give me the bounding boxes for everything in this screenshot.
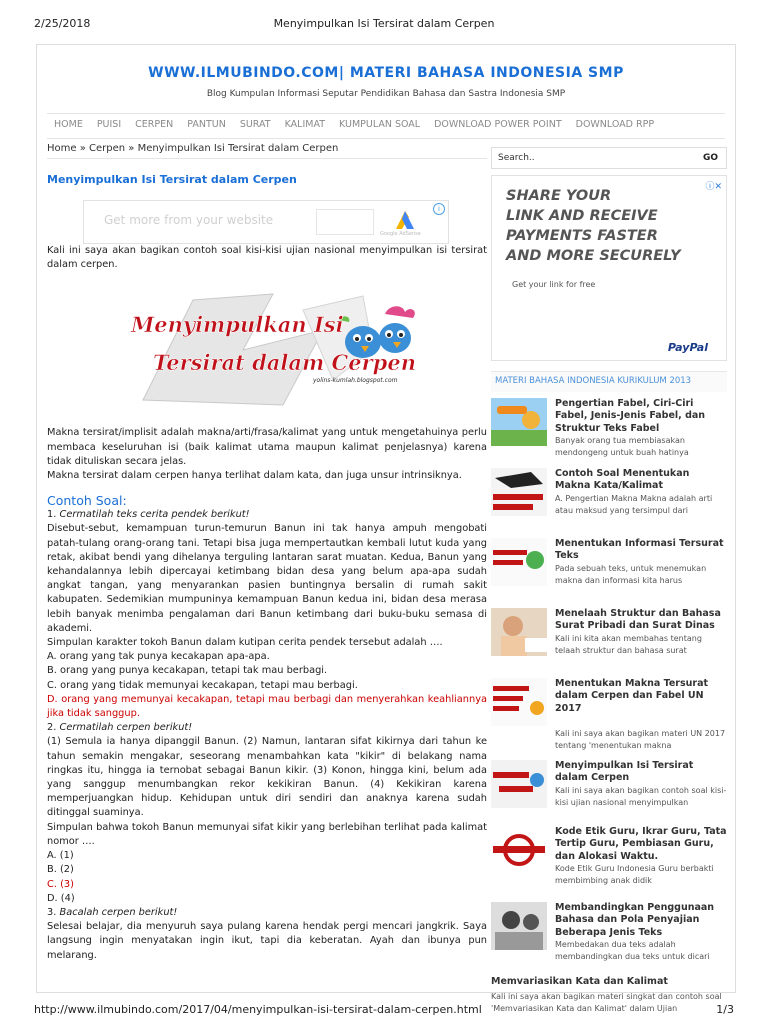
section-heading: Contoh Soal: xyxy=(47,493,127,509)
question-1-option-c: C. orang yang tidak memunyai kecakapan, tetapi mau berbagi. xyxy=(47,679,358,691)
paypal-line-3: PAYMENTS FASTER xyxy=(506,228,658,244)
search-input[interactable]: Search.. xyxy=(498,153,535,163)
post-excerpt: Membedakan dua teks adalah membandingkan dua teks untuk dicari xyxy=(555,940,710,961)
search-go-button[interactable]: GO xyxy=(702,153,718,163)
banner-graphic xyxy=(123,290,443,410)
question-2-number: 2. xyxy=(47,722,57,734)
question-1-question: Simpulan karakter tokoh Banun dalam kutipan cerita pendek tersebut adalah …. xyxy=(47,637,443,649)
sidebar-post-item[interactable] xyxy=(491,538,727,602)
main-content xyxy=(47,143,487,963)
sidebar-post-item[interactable] xyxy=(491,398,727,462)
post-excerpt: Kali ini saya akan bagikan materi singkat dan contoh soal 'Memvariasikan Kata dan Kalimat' dalam Ujian xyxy=(491,992,722,1013)
nav-item-download-power-point[interactable]: DOWNLOAD POWER POINT xyxy=(434,119,562,130)
question-2-option-d: D. (4) xyxy=(47,892,75,904)
print-footer xyxy=(0,996,768,1024)
explanation-paragraph-1: Makna tersirat/implisit adalah makna/arti/frasa/kalimat yang untuk mengetahuinya perlu membaca keseluruhan isi (baik kalimat utama maupun kalimat penjelasnya) karena tidak dituliskan secara jelas. xyxy=(47,427,487,467)
ad-sub-text: Google AdSense xyxy=(380,231,421,237)
paypal-logo: PayPal xyxy=(667,341,708,354)
post-title-link[interactable]: Pengertian Fabel, Ciri-Ciri Fabel, Jenis-Jenis Fabel, dan Struktur Teks Fabel xyxy=(555,398,706,434)
post-excerpt: Pada sebuah teks, untuk menemukan makna dan informasi kita harus xyxy=(555,564,707,585)
question-2-instruction xyxy=(47,721,487,735)
post-thumbnail-makna xyxy=(491,468,547,516)
post-excerpt: A. Pengertian Makna Makna adalah arti atau maksud yang tersimpul dari xyxy=(555,494,713,515)
banner-line-1: Menyimpulkan Isi xyxy=(131,312,344,338)
post-title-link[interactable]: Membandingkan Penggunaan Bahasa dan Pola Penyajian Beberapa Jenis Teks xyxy=(555,902,715,938)
nav-item-home[interactable]: HOME xyxy=(54,119,83,130)
question-3-instruction-text: Bacalah cerpen berikut! xyxy=(59,906,178,918)
post-excerpt: Kali ini saya akan bagikan contoh soal kisi-kisi ujian nasional menyimpulkan xyxy=(555,786,727,807)
post-thumbnail-informasi xyxy=(491,538,547,586)
nav-item-surat[interactable]: SURAT xyxy=(239,119,271,130)
print-header xyxy=(0,0,768,40)
print-date: 2/25/2018 xyxy=(34,17,91,30)
question-2-option-a: A. (1) xyxy=(47,850,74,862)
nav-item-cerpen[interactable]: CERPEN xyxy=(135,119,174,130)
sidebar-post-item[interactable] xyxy=(491,760,727,820)
intro-paragraph: Kali ini saya akan bagikan contoh soal kisi-kisi ujian nasional menyimpulkan isi tersirat dalam cerpen. xyxy=(47,245,487,271)
post-banner-image xyxy=(123,290,443,410)
post-excerpt: Kali ini kita akan membahas tentang telaah struktur dan bahasa surat xyxy=(555,634,702,655)
print-title: Menyimpulkan Isi Tersirat dalam Cerpen xyxy=(273,17,495,30)
banner-line-2: Tersirat dalam Cerpen xyxy=(153,350,416,376)
sidebar-post-item[interactable] xyxy=(491,826,727,896)
question-2-passage: (1) Semula ia hanya dipanggil Banun. (2) Namun, lantaran sifat kikirnya dari tahun ke tahun semakin mengakar, seseorang menambahkan kata "kikir" di belakang nama ringkas itu, hingga ia ternobat sebagai Banun kikir. (3) Konon, hingga kini, belum ada yang sanggup menumbangkan rekor kekikiran Banun. (4) Kekikiran karena memperjuangkan hidup. Kehidupan untuk diri sendiri dan anaknya karena sudah ditinggal suaminya. xyxy=(47,736,487,819)
ad-placeholder-box xyxy=(316,209,374,235)
banner-credit: yolins-kumlah.blogspot.com xyxy=(313,377,398,385)
post-thumbnail-tersirat xyxy=(491,760,547,808)
adsense-logo-icon xyxy=(394,209,416,231)
question-3-passage: Selesai belajar, dia menyuruh saya pulang karena hendak pergi mencari jangkrik. Saya langsung ingin menyatakan ingin ikut, tapi dia keberatan. Ayah dan ibunya pun melarang. xyxy=(47,921,487,961)
widget-heading: MATERI BAHASA INDONESIA KURIKULUM 2013 xyxy=(491,371,727,392)
post-title-link[interactable]: Memvariasikan Kata dan Kalimat xyxy=(491,976,668,987)
question-1-answer: D. orang yang memunyai kecakapan, tetapi mau berbagi dan menyerahkan keahliannya jika tidak sanggup. xyxy=(47,693,487,720)
post-excerpt: Banyak orang tua membiasakan mendongeng untuk buah hatinya xyxy=(555,436,689,457)
sidebar-post-item[interactable] xyxy=(491,678,727,754)
nav-item-puisi[interactable]: PUISI xyxy=(96,119,122,130)
post-thumbnail-membandingkan xyxy=(491,902,547,950)
ad-text: Get more from your website xyxy=(104,213,274,227)
post-thumbnail-tersurat xyxy=(491,678,547,726)
site-description: Blog Kumpulan Informasi Seputar Pendidikan Bahasa dan Sastra Indonesia SMP xyxy=(206,89,566,99)
paypal-line-4: AND MORE SECURELY xyxy=(506,248,681,264)
question-2-option-c-answer: C. (3) xyxy=(47,878,74,890)
question-1-option-b: B. orang yang punya kecakapan, tetapi tak mau berbagi. xyxy=(47,665,328,677)
question-3-number: 3. xyxy=(47,906,57,918)
post-title-link[interactable]: Kode Etik Guru, Ikrar Guru, Tata Tertip Guru, Pembiasan Guru, dan Alokasi Waktu. xyxy=(555,826,727,862)
search-box xyxy=(491,147,727,169)
nav-item-download-rpp[interactable]: DOWNLOAD RPP xyxy=(575,119,655,130)
nav-item-kalimat[interactable]: KALIMAT xyxy=(284,119,326,130)
sidebar xyxy=(491,147,727,1015)
breadcrumb[interactable]: Home » Cerpen » Menyimpulkan Isi Tersirat dalam Cerpen xyxy=(47,143,487,159)
question-2-option-b: B. (2) xyxy=(47,864,74,876)
question-2-question: Simpulan bahwa tokoh Banun memunyai sifat kikir yang berlebihan terlihat pada kalimat nomor …. xyxy=(47,821,487,847)
post-title-link[interactable]: Menyimpulkan Isi Tersirat dalam Cerpen xyxy=(555,760,694,784)
ad-info-icon[interactable]: i xyxy=(433,203,445,215)
post-title-link[interactable]: Menentukan Informasi Tersurat Teks xyxy=(555,538,724,562)
question-2-instruction-text: Cermatilah cerpen berikut! xyxy=(59,722,193,734)
question-3-instruction xyxy=(47,906,487,920)
post-title-link[interactable]: Contoh Soal Menentukan Makna Kata/Kalimat xyxy=(555,468,690,492)
paypal-line-1: SHARE YOUR xyxy=(506,188,612,204)
print-url[interactable]: http://www.ilmubindo.com/2017/04/menyimpulkan-isi-tersirat-dalam-cerpen.html xyxy=(34,1003,482,1016)
post-title-link[interactable]: Menelaah Struktur dan Bahasa Surat Pribadi dan Surat Dinas xyxy=(555,608,721,632)
paypal-subtext: Get your link for free xyxy=(512,280,596,289)
post-title[interactable]: Menyimpulkan Isi Tersirat dalam Cerpen xyxy=(47,173,297,186)
paypal-line-2: LINK AND RECEIVE xyxy=(506,208,658,224)
post-thumbnail-fabel xyxy=(491,398,547,446)
sidebar-post-item[interactable] xyxy=(491,468,727,532)
question-1-instruction xyxy=(47,508,487,522)
post-excerpt: Kali ini saya akan bagikan materi UN 2017 tentang 'menentukan makna xyxy=(555,729,726,750)
question-1-instruction-text: Cermatilah teks cerita pendek berikut! xyxy=(59,509,250,521)
nav-item-kumpulan-soal[interactable]: KUMPULAN SOAL xyxy=(339,119,421,130)
question-1-number: 1. xyxy=(47,509,57,521)
ad-close-icon[interactable]: ⓘ✕ xyxy=(705,182,722,192)
print-page-number: 1/3 xyxy=(716,1003,734,1016)
post-excerpt: Kode Etik Guru Indonesia Guru berbakti membimbing anak didik xyxy=(555,864,714,885)
paypal-ad[interactable] xyxy=(491,175,727,361)
question-1-passage: Disebut-sebut, kemampuan turun-temurun Banun ini tak hanya ampuh mengobati patah-tulang orang-orang tani. Tetapi bisa juga mempertautkan kembali lutut kuda yang retak, akibat bendi yang dihelanya terguling lantaran sarat muatan. Kedua, Banun yang kehandalannya lebih dipercayai ketimbang bidan desa yang belum apa-apa sudah angkat tangan, yang menyarankan pasien buntingnya bersalin di rumah sakit kabupaten. Sedemikian mumpuninya kemampuan Banun kedua ini, bidan desa merasa lebih banyak menimba pengalaman dari Banun ketimbang dari buku-buku semasa di akademi. xyxy=(47,523,487,634)
nav-item-pantun[interactable]: PANTUN xyxy=(187,119,226,130)
sidebar-post-item[interactable] xyxy=(491,608,727,672)
main-nav xyxy=(47,113,725,139)
explanation-paragraph-2: Makna tersirat dalam cerpen hanya terlihat dalam kata, dan juga unsur intrinsiknya. xyxy=(47,470,462,482)
post-title-link[interactable]: Menentukan Makna Tersurat dalam Cerpen dan Fabel UN 2017 xyxy=(555,678,709,714)
post-thumbnail-surat xyxy=(491,608,547,656)
sidebar-post-item[interactable] xyxy=(491,902,727,968)
ad-banner[interactable] xyxy=(83,200,449,244)
post-thumbnail-kode-etik xyxy=(491,826,547,874)
site-title[interactable]: WWW.ILMUBINDO.COM| MATERI BAHASA INDONESIA SMP xyxy=(148,65,624,81)
question-1-option-a: A. orang yang tak punya kecakapan apa-apa. xyxy=(47,651,270,663)
